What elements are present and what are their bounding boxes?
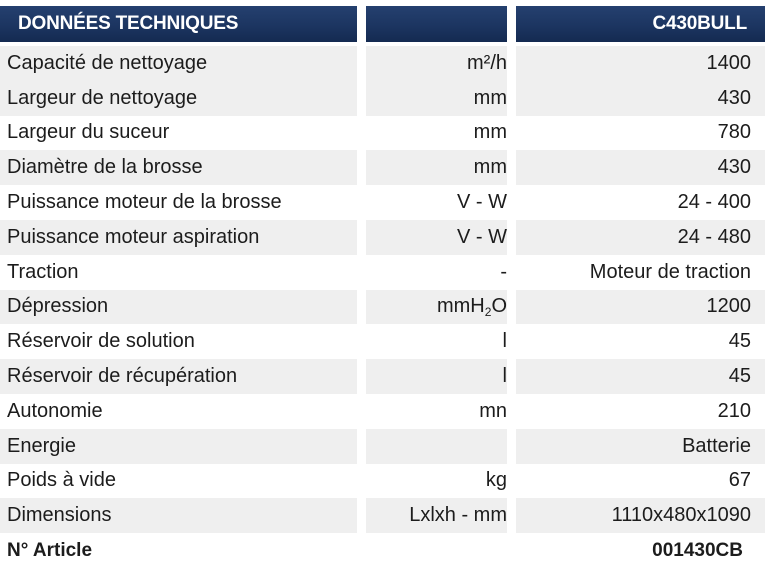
article-row (0, 533, 768, 568)
row-label: Capacité de nettoyage (0, 46, 357, 81)
row-value: Batterie (516, 429, 765, 464)
row-unit: V - W (457, 191, 507, 214)
row-unit: kg (485, 469, 507, 492)
row-label: Puissance moteur de la brosse (7, 191, 282, 214)
row-label: Réservoir de récupération (0, 359, 357, 394)
row-unit: l (502, 330, 507, 353)
header-title: DONNÉES TECHNIQUES (0, 6, 357, 42)
row-value: 1200 (516, 290, 765, 325)
table-row (0, 46, 768, 81)
row-unit: mm (366, 150, 507, 185)
row-value: 67 (728, 469, 751, 492)
row-value: Moteur de traction (589, 260, 751, 283)
row-unit: - (500, 260, 507, 283)
row-label: Largeur du suceur (7, 121, 170, 144)
row-label: Dépression (0, 290, 357, 325)
row-unit: Lxlxh - mm (366, 498, 507, 533)
table-row (0, 150, 768, 185)
table-row (0, 429, 768, 464)
row-unit (366, 429, 507, 464)
row-value: 45 (728, 330, 751, 353)
row-label: Diamètre de la brosse (0, 150, 357, 185)
row-value: 45 (516, 359, 765, 394)
table-row (0, 220, 768, 255)
row-unit: V - W (366, 220, 507, 255)
row-unit: l (366, 359, 507, 394)
row-value: 430 (516, 150, 765, 185)
row-label: Autonomie (7, 399, 103, 422)
article-unit (366, 533, 507, 568)
row-label: Largeur de nettoyage (0, 81, 357, 116)
row-value: 780 (717, 121, 751, 144)
row-value: 210 (717, 399, 751, 422)
row-unit: m²/h (366, 46, 507, 81)
table-row (0, 116, 768, 151)
row-label: Puissance moteur aspiration (0, 220, 357, 255)
row-value: 430 (516, 81, 765, 116)
article-label: N° Article (7, 539, 93, 561)
row-value: 24 - 400 (677, 191, 751, 214)
table-row (0, 394, 768, 429)
row-unit: mm (473, 121, 507, 144)
row-label: Réservoir de solution (7, 330, 195, 353)
article-number: 001430CB (652, 539, 743, 561)
row-unit: mm (366, 81, 507, 116)
header-unit (366, 6, 507, 42)
table-row (0, 290, 768, 325)
row-label: Traction (7, 260, 79, 283)
row-label: Energie (0, 429, 357, 464)
row-value: 1110x480x1090 (516, 498, 765, 533)
table-row (0, 464, 768, 499)
row-unit: mmH$_2$O (366, 290, 507, 325)
table-header (0, 6, 768, 42)
header-model: C430BULL (516, 6, 765, 42)
row-value: 1400 (516, 46, 765, 81)
row-value: 24 - 480 (516, 220, 765, 255)
row-label: Poids à vide (7, 469, 116, 492)
table-row (0, 324, 768, 359)
table-row (0, 185, 768, 220)
technical-data-table (0, 6, 768, 568)
table-row (0, 359, 768, 394)
table-row (0, 81, 768, 116)
row-unit: mn (479, 399, 507, 422)
table-row (0, 498, 768, 533)
table-row (0, 255, 768, 290)
row-label: Dimensions (0, 498, 357, 533)
